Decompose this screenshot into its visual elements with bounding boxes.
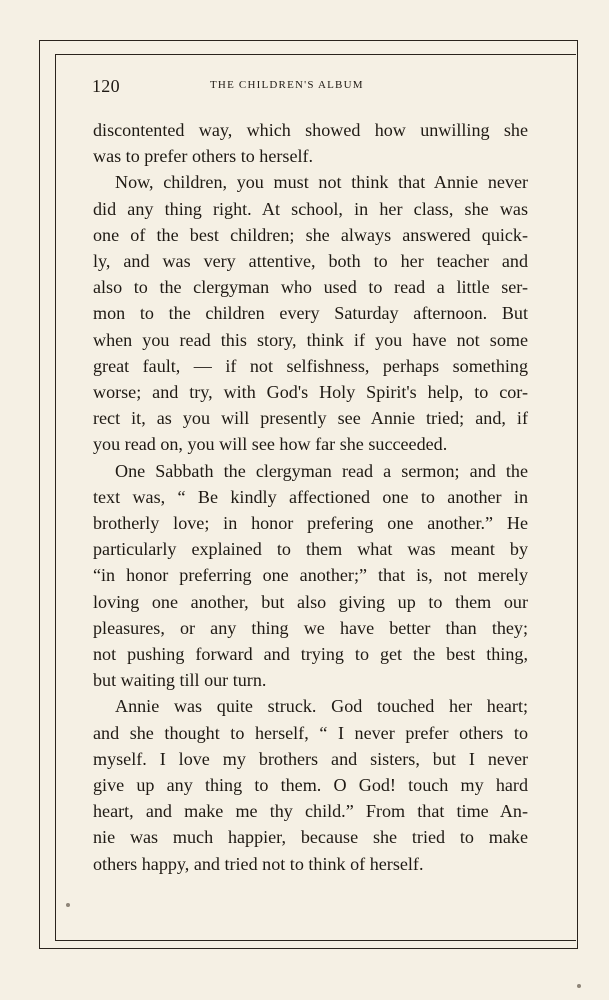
text-line: ly, and was very attentive, both to her teacher and [93,251,528,271]
text-line: others happy, and tried not to think of herself. [93,853,424,874]
paper-mark [66,903,70,907]
text-line: also to the clergyman who used to read a little ser- [93,277,528,298]
text-line: Annie was quite struck. God touched her heart; [115,696,528,717]
text-line: nie was much happier, because she tried to make [93,827,528,848]
body-text [93,117,528,887]
text-line: loving one another, but also giving up to them our [93,591,528,612]
text-line: great fault, — if not selfishness, perhaps something [93,355,528,376]
text-line: was to prefer others to herself. [93,146,314,167]
text-line: Now, children, you must not think that Annie never [115,172,528,193]
text-line: and she thought to herself, “ I never prefer others to [93,722,528,743]
text-line: when you read this story, think if you have not some [93,329,528,350]
text-line: you read on, you will see how far she succeeded. [93,434,448,455]
text-line: pleasures, or any thing we have better than they; [93,617,528,638]
text-line: heart, and make me thy child.” From that time An- [93,801,528,822]
text-line: rect it, as you will presently see Annie tried; and, if [93,408,528,429]
running-title: THE CHILDREN'S ALBUM [210,79,364,91]
text-line: myself. I love my brothers and sisters, but I never [93,748,528,769]
text-line: discontented way, which showed how unwilling she [93,120,528,140]
text-line: worse; and try, with God's Holy Spirit's help, to cor- [93,382,528,402]
text-line: not pushing forward and trying to get the best thing, [93,644,528,664]
text-line: “in honor preferring one another;” that is, not merely [93,565,528,586]
page-number: 120 [92,76,120,96]
text-line: did any thing right. At school, in her class, she was [93,198,528,219]
text-line: particularly explained to them what was meant by [93,539,528,560]
text-line: One Sabbath the clergyman read a sermon; and the [115,460,528,481]
text-line: brotherly love; in honor prefering one another.” He [93,513,528,533]
paper-mark [577,984,581,988]
text-line: one of the best children; she always answered quick- [93,224,528,245]
page-header [92,76,528,98]
text-line: but waiting till our turn. [93,670,267,691]
text-line: text was, “ Be kindly affectioned one to another in [93,486,528,507]
text-line: mon to the children every Saturday afternoon. But [93,303,528,324]
text-line: give up any thing to them. O God! touch my hard [93,775,528,795]
